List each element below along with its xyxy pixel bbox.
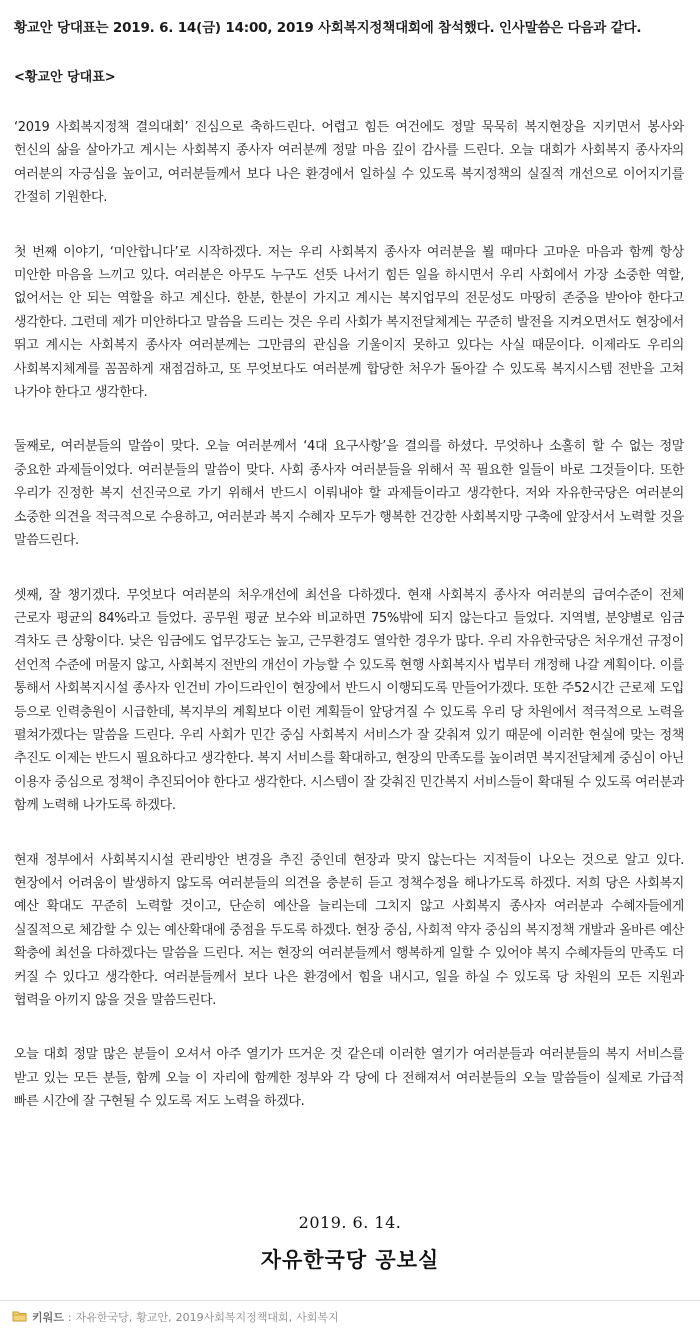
keyword-link[interactable]: 2019사회복지정책대회 xyxy=(175,1311,289,1324)
speaker-tag: <황교안 당대표> xyxy=(14,70,116,85)
speech-paragraph-2: 첫 번째 이야기, ‘미안합니다’로 시작하겠다. 저는 우리 사회복지 종사자 여러분을 뵐 때마다 고마운 마음과 함께 항상 미안한 마음을 느끼고 있다. 여러분은 아무도 누구도 선뜻 나서기 힘든 일을 하시면서 우리 사회에서 가장 소중한 역할, 없어서는 안 되는 역할을 하고 계신다. 한분, 한분이 가지고 계시는 복지업무의 전문성도 마땅히 존중을 받아야 한다고 생각한다. 그런데 제가 미안하다고 말씀을 드리는 것은 우리 사회가 복지전달체계는 꾸준히 발전을 지켜오면서도 현장에서 뛰고 계시는 사회복지 종사자 여러분께는 그만큼의 관심을 기울이지 못하고 있다는 사실 때문이다. 이제라도 우리의 사회복지체계를 꼼꼼하게 재점검하고, 또 무엇보다도 여러분께 합당한 처우가 돌아갈 수 있도록 복지시스템 전반을 고쳐 나가야 한다고 생각한다. xyxy=(14,244,684,401)
keyword-bar: 키워드 : 자유한국당 , 황교안 , 2019사회복지정책대회 , 사회복지 xyxy=(0,1300,700,1333)
speech-paragraph-5: 현재 정부에서 사회복지시설 관리방안 변경을 추진 중인데 현장과 맞지 않는다는 지적들이 나오는 것으로 알고 있다. 현장에서 어려움이 발생하지 않도록 여러분들의 의견을 충분히 듣고 정책수정을 해나가도록 하겠다. 저희 당은 사회복지 예산 확대도 꾸준히 노력할 것이고, 단순히 예산을 늘리는데 그치지 않고 사회복지 종사자 여러분과 수혜자들에게 실질적으로 체감할 수 있는 예산확대에 중점을 두도록 하겠다. 현장 중심, 사회적 약자 중심의 복지정책 개발과 올바른 예산 확충에 최선을 다하겠다는 말씀을 드린다. 저는 현장의 여러분들께서 행복하게 일할 수 있어야 복지 수혜자들의 만족도 더 커질 수 있다고 생각한다. 여러분들께서 보다 나은 환경에서 힘을 내시고, 일을 하실 수 있도록 당 차원의 모든 지원과 협력을 아끼지 않을 것을 말씀드린다. xyxy=(14,852,684,1008)
speech-body xyxy=(14,116,684,1145)
keyword-separator: : xyxy=(67,1310,72,1324)
keyword-link[interactable]: 사회복지 xyxy=(296,1311,339,1324)
speech-paragraph-6: 오늘 대회 정말 많은 분들이 오셔서 아주 열기가 뜨거운 것 같은데 이러한 열기가 여러분들과 여러분들의 복지 서비스를 받고 있는 모든 분들, 함께 오늘 이 자리에 함께한 정부와 각 당에 다 전해져서 여러분들의 오늘 말씀들이 실제로 가급적 빠른 시간에 잘 구현될 수 있도록 저도 노력을 하겠다. xyxy=(14,1047,684,1110)
folder-tag-icon xyxy=(12,1310,28,1325)
speech-paragraph-4: 셋째, 잘 챙기겠다. 무엇보다 여러분의 처우개선에 최선을 다하겠다. 현재 사회복지 종사자 여러분의 급여수준이 전체 근로자 평균의 84%라고 들었다. 공무원 평균 보수와 비교하면 75%밖에 되지 않는다고 들었다. 지역별, 분양별로 임금 격차도 큰 상황이다. 낮은 임금에도 업무강도는 높고, 근무환경도 열악한 경우가 많다. 우리 자유한국당은 처우개선 규정이 선언적 수준에 머물지 않고, 사회복지 전반의 개선이 가능할 수 있도록 현행 사회복지사 법부터 개정해 나갈 계획이다. 이를 통해서 사회복지시설 종사자 인건비 가이드라인이 현장에서 반드시 이행되도록 만들어가겠다. 또한 주52시간 근로제 도입 등으로 인력충원이 시급한데, 복지부의 계획보다 이런 계획들이 앞당겨질 수 있도록 우리 당 차원에서 적극적으로 노력을 펼쳐가겠다는 말씀을 드린다. 우리 사회가 민간 중심 사회복지 서비스가 잘 갖춰져 있기 때문에 이러한 현실에 맞는 정책 추진도 이제는 반드시 필요하다고 생각한다. 복지 서비스를 확대하고, 현장의 만족도를 높이려면 복지전달체계 중심이 아닌 이용자 중심으로 정책이 추진되어야 한다고 생각한다. 시스템이 잘 갖춰진 민간복지 서비스들이 확대될 수 있도록 여러분과 함께 노력해 나가도록 하겠다. xyxy=(14,587,684,814)
press-headline: 황교안 당대표는 2019. 6. 14(금) 14:00, 2019 사회복지정책대회에 참석했다. 인사말씀은 다음과 같다. xyxy=(14,20,642,36)
keyword-link[interactable]: 자유한국당 xyxy=(75,1311,129,1324)
speech-paragraph-3: 둘째로, 여러분들의 말씀이 맞다. 오늘 여러분께서 ‘4대 요구사항’을 결의를 하셨다. 무엇하나 소홀히 할 수 없는 정말 중요한 과제들이었다. 여러분들의 말씀이 맞다. 사회 종사자 여러분들을 위해서 꼭 필요한 일들이 바로 그것들이다. 또한 우리가 진정한 복지 선진국으로 가기 위해서 반드시 이뤄내야 할 과제들이라고 생각한다. 저와 자유한국당은 여러분의 소중한 의견을 적극적으로 수용하고, 여러분과 복지 수혜자 모두가 행복한 건강한 사회복지망 구축에 앞장서서 노력할 것을 말씀드린다. xyxy=(14,439,684,549)
keyword-link[interactable]: 황교안 xyxy=(136,1311,169,1324)
keyword-label: 키워드 xyxy=(32,1311,64,1324)
issuing-office: 자유한국당 공보실 xyxy=(260,1248,440,1272)
release-date: 2019. 6. 14. xyxy=(298,1213,402,1232)
speech-paragraph-1: ‘2019 사회복지정책 결의대회’ 진심으로 축하드린다. 어렵고 힘든 여건에도 정말 묵묵히 복지현장을 지키면서 봉사와 헌신의 삶을 살아가고 계시는 사회복지 종사자 여러분께 정말 마음 깊이 감사를 드린다. 오늘 대회가 사회복지 종사자의 여러분의 자긍심을 높이고, 여러분들께서 보다 나은 환경에서 일하실 수 있도록 복지정책의 실질적 개선으로 이어지기를 간절히 기원한다. xyxy=(14,120,684,206)
